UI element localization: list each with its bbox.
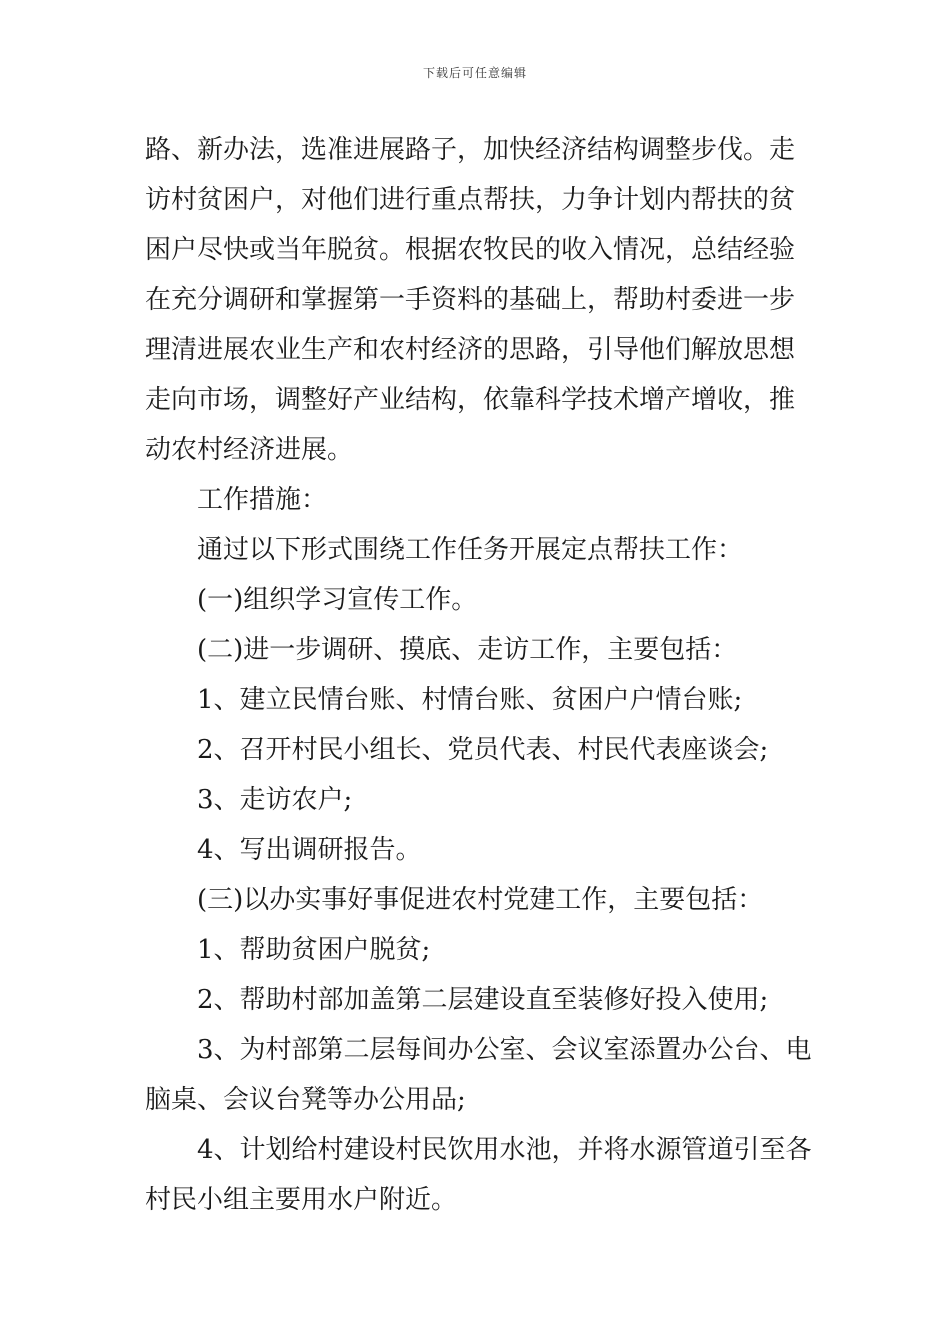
text-line: 通过以下形式围绕工作任务开展定点帮扶工作：: [197, 535, 744, 565]
list-item: (二)进一步调研、摸底、走访工作，主要包括：: [197, 635, 738, 665]
page-header: 下载后可任意编辑: [422, 66, 527, 80]
text-line: 困户尽快或当年脱贫。根据农牧民的收入情况，总结经验: [145, 235, 796, 265]
text-line: 在充分调研和掌握第一手资料的基础上，帮助村委进一步: [145, 285, 796, 315]
list-item: 3、为村部第二层每间办公室、会议室添置办公台、电: [197, 1035, 812, 1065]
text-line: 动农村经济进展。: [145, 435, 354, 465]
text-line: 理清进展农业生产和农村经济的思路，引导他们解放思想: [145, 335, 796, 365]
section-heading: 工作措施：: [197, 485, 328, 515]
text-line: 走向市场，调整好产业结构，依靠科学技术增产增收，推: [145, 385, 796, 415]
list-item: (一)组织学习宣传工作。: [197, 585, 478, 615]
list-item: 1、帮助贫困户脱贫;: [197, 935, 431, 965]
list-item: 1、建立民情台账、村情台账、贫困户户情台账;: [197, 685, 743, 715]
text-line: 脑桌、会议台凳等办公用品;: [145, 1085, 466, 1115]
list-item: (三)以办实事好事促进农村党建工作，主要包括：: [197, 885, 764, 915]
document-body: [145, 125, 812, 1225]
list-item: 3、走访农户;: [197, 785, 353, 815]
list-item: 2、帮助村部加盖第二层建设直至装修好投入使用;: [197, 985, 769, 1015]
list-item: 4、计划给村建设村民饮用水池，并将水源管道引至各: [197, 1135, 812, 1165]
list-item: 2、召开村民小组长、党员代表、村民代表座谈会;: [197, 735, 769, 765]
list-item: 4、写出调研报告。: [197, 835, 422, 865]
text-line: 访村贫困户，对他们进行重点帮扶，力争计划内帮扶的贫: [145, 185, 796, 215]
text-line: 路、新办法，选准进展路子，加快经济结构调整步伐。走: [145, 135, 796, 165]
text-line: 村民小组主要用水户附近。: [145, 1185, 458, 1215]
